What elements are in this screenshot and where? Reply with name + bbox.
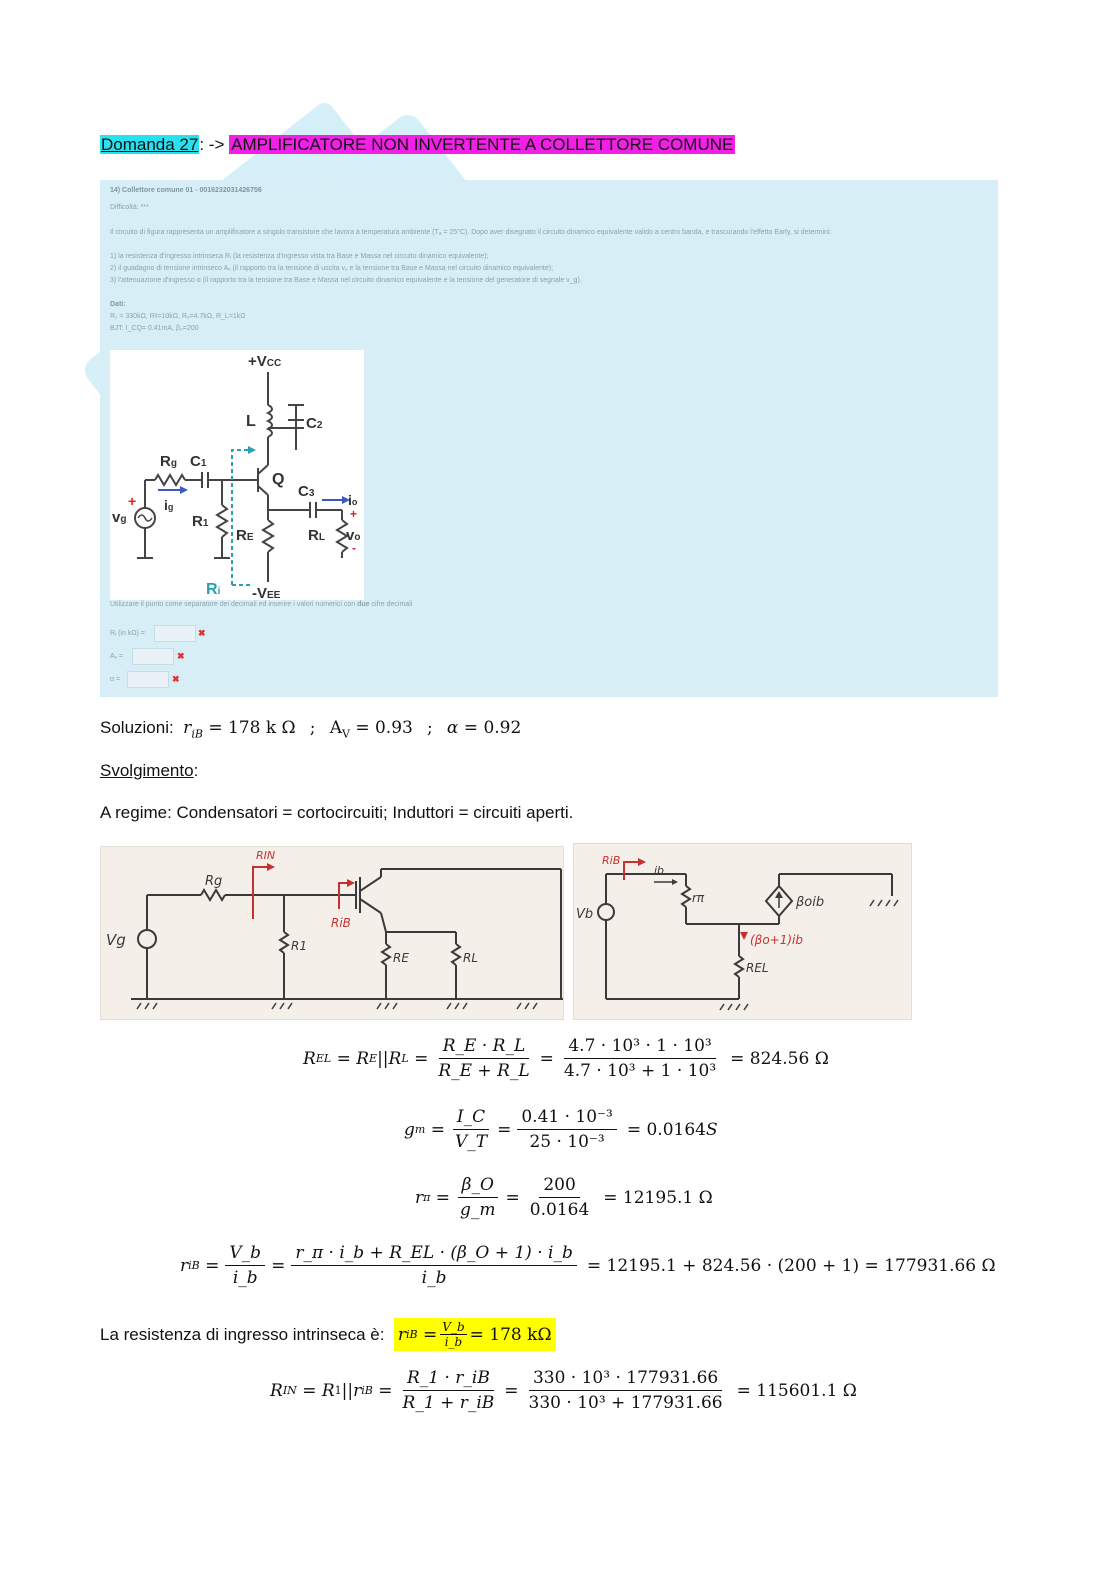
label-c3: C3 [298, 483, 315, 500]
photo2-label-rel: REL [746, 961, 769, 975]
label-r1: R1 [192, 513, 209, 530]
label-vg: vg [112, 509, 127, 526]
field-label-alpha: α = [110, 676, 121, 683]
quiz-q3: 3) l'attenuazione d'ingresso α (il rapporto tra la tensione tra Base e Massa nel circuito dinamico equivalente e la tensione del generatore di segnale v_g). [110, 277, 582, 284]
quiz-q2: 2) il guadagno di tensione intrinseco Aᵥ (il rapporto tra la tensione di uscita vₒ e la tensione tra Base e Massa nel circuito dinamico equivalente); [110, 265, 554, 272]
equation-rin: R IN = R 1 || r iB = $\frac{R\_1 \cdot r\_iB}{R\_1 + r\_iB}$ = $\frac{\text{330 · 10³ · 177931.66}}{\text{330 · 10³ + 177931.66}}$ = 115601.1 Ω [270, 1368, 857, 1413]
handdrawn-circuit-2 [573, 843, 912, 1020]
question-title: AMPLIFICATORE NON INVERTENTE A COLLETTORE COMUNE [231, 135, 734, 154]
quiz-q1: 1) la resistenza d'ingresso intrinseca Rᵢ (la resistenza d'ingresso vista tra Base e Massa nel circuito dinamico equivalente); [110, 253, 489, 260]
intrinsic-resistance-result: r iB = $\frac{V\_b}{i\_b}$ = 178 kΩ [394, 1318, 556, 1351]
equation-rel: R EL = R E || R L = $\frac{R\_E \cdot R\_L}{R\_E + R\_L}$ = $\frac{\text{4.7 · 10³ · 1 · 10³}}{\text{4.7 · 10³ + 1 · 10³}}$ = 824.56 Ω [303, 1036, 829, 1081]
photo2-label-bo-ib: βoib [796, 895, 825, 910]
label-re: RE [236, 527, 254, 544]
solutions-line: Soluzioni: $r_{iB} = 178$ k Ω ; $A_V = 0.93$ ; α = 0.92 [100, 718, 522, 741]
question-heading [100, 135, 735, 155]
photo1-label-re: RE [393, 951, 409, 965]
equation-rpi: r π = $\frac{\beta\_O}{g\_m}$ = $\frac{200}{0.0164}$ = 12195.1 Ω [415, 1175, 713, 1220]
circuit-diagram [110, 350, 364, 600]
handdrawn-circuit-2-svg [574, 844, 911, 1019]
handdrawn-circuit-1 [100, 846, 564, 1020]
equation-rib: r iB = $\frac{V\_b}{i\_b}$ = $\frac{r\_\pi \cdot i\_b + R\_EL \cdot (\beta\_O + 1) \cdot i\_b}{i\_b}$ = 12195.1 + 824.56 · (200 + 1) = 177931.66 Ω [180, 1243, 996, 1288]
label-ri: Ri [206, 581, 221, 598]
circuit-svg [110, 350, 364, 600]
av-input[interactable] [132, 648, 174, 665]
quiz-data2: BJT: I_CQ= 0.41mA, β₀=200 [110, 325, 199, 332]
photo2-label-vb: Vb [576, 907, 594, 922]
quiz-difficulty: Difficoltà: *** [110, 204, 149, 211]
minus-sign-vo: - [352, 541, 356, 555]
handdrawn-circuit-1-svg [101, 847, 563, 1019]
photo1-label-rin: RIN [256, 849, 276, 862]
alpha-input[interactable] [127, 671, 169, 688]
quiz-box [100, 180, 998, 697]
quiz-data-title: Dati: [110, 301, 126, 308]
heading-separator: : -> [199, 135, 230, 154]
label-ig: ig [164, 497, 174, 513]
photo1-label-vg: Vg [106, 931, 126, 949]
plus-sign-vo: + [350, 507, 358, 521]
label-vo: vo [346, 527, 361, 544]
regime-text: A regime: Condensatori = cortocircuiti; Induttori = circuiti aperti. [100, 803, 574, 822]
label-rl: RL [308, 527, 325, 544]
label-io: io [348, 492, 358, 508]
label-c2: C2 [306, 415, 323, 432]
svolgimento-heading: Svolgimento: [100, 761, 199, 780]
quiz-intro: Il circuito di figura rappresenta un amplificatore a singolo transistore che lavora a temperatura ambiente (Tₐ = 25°C). Dopo aver disegnato il circuito dinamico equivalente valido a centro banda, e trascurando l'effetto Early, si determini: [110, 229, 832, 236]
wrong-mark-icon: ✖ [172, 674, 180, 684]
photo2-label-ib: ib [654, 864, 665, 877]
wrong-mark-icon: ✖ [177, 651, 185, 661]
photo1-label-rib: RiB [331, 916, 351, 930]
label-vcc: +VCC [248, 353, 282, 370]
photo1-label-r1: R1 [291, 939, 307, 953]
intrinsic-resistance-line: La resistenza di ingresso intrinseca è: r iB = $\frac{V\_b}{i\_b}$ = 178 kΩ [100, 1318, 556, 1351]
quiz-data1: R₁ = 330kΩ, Rᵍ=10kΩ, Rₑ=4.7kΩ, R_L=1kΩ [110, 313, 246, 320]
equation-gm: g m = $\frac{I\_C}{V\_T}$ = $\frac{\text{0.41 · 10⁻³}}{\text{25 · 10⁻³}}$ = 0.0164 S [404, 1107, 718, 1152]
photo2-label-rpi: rπ [692, 891, 705, 905]
label-inductor: L [246, 413, 256, 430]
ri-input[interactable] [154, 625, 196, 642]
photo1-label-rl: RL [463, 951, 479, 965]
field-label-av: Aᵥ = [110, 653, 123, 660]
label-vee: -VEE [252, 585, 281, 600]
photo1-label-rg: Rg [205, 874, 223, 889]
wrong-mark-icon: ✖ [198, 628, 206, 638]
plus-sign-vg: + [128, 493, 137, 509]
photo2-label-bo1-ib: (βo+1)ib [750, 933, 804, 947]
question-number: Domanda 27 [101, 135, 199, 154]
label-rg: Rg [160, 453, 177, 470]
quiz-note: Utilizzare il punto come separatore dei decimali ed inserire i valori numerici con due cifre decimali [110, 601, 413, 608]
field-label-ri: Rᵢ (in kΩ) = [110, 630, 145, 637]
label-c1: C1 [190, 453, 207, 470]
label-q: Q [272, 471, 285, 488]
photo2-label-rib: RiB [602, 854, 621, 867]
quiz-id: 14) Collettore comune 01 - 0016232031426756 [110, 187, 262, 194]
